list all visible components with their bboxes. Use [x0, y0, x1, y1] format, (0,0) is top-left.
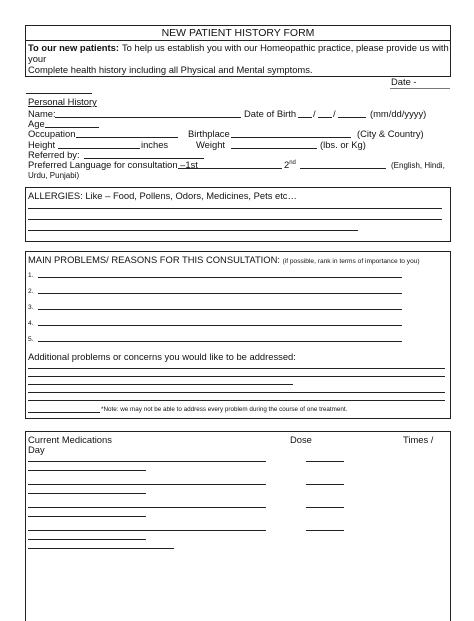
referred-label: Referred by: [28, 149, 80, 160]
problem-field[interactable] [38, 293, 402, 294]
additional-field[interactable] [28, 392, 445, 393]
intro-divider [25, 76, 451, 77]
problems-note: (if possible, rank in terms of importance to you) [282, 258, 420, 265]
problems-footnote: *Note: we may not be able to address every problem during the course of one treatment. [101, 406, 348, 413]
medication-field[interactable] [28, 461, 266, 462]
date-label: Date - [391, 76, 417, 87]
age-label: Age [28, 118, 45, 129]
additional-field[interactable] [28, 400, 445, 401]
intro-text: To help us establish you with our Homeopathic practice, please provide us with [122, 42, 449, 53]
problem-field[interactable] [38, 341, 402, 342]
languages-label: (English, Hindi, [391, 161, 445, 170]
date-field[interactable] [390, 88, 450, 89]
problem-field[interactable] [38, 325, 402, 326]
weight-unit-label: (lbs. or Kg) [320, 139, 366, 150]
problem-number: 1. [28, 272, 34, 279]
languages-label-2: Urdu, Punjabi) [28, 171, 80, 180]
name-label: Name: [28, 108, 56, 119]
allergies-field[interactable] [28, 219, 442, 220]
dob-format: (mm/dd/yyyy) [370, 108, 427, 119]
dob-separator: / [333, 108, 336, 119]
problem-number: 3. [28, 304, 34, 311]
weight-label: Weight [196, 139, 226, 150]
allergies-field[interactable] [28, 208, 442, 209]
allergies-field[interactable] [28, 230, 358, 231]
language-first-field[interactable] [178, 168, 282, 169]
dob-label: Date of Birth [244, 108, 297, 119]
problem-number: 4. [28, 320, 34, 327]
medications-box [25, 431, 451, 621]
medications-col-header-2: Day [28, 444, 45, 455]
problem-number: 5. [28, 336, 34, 343]
birthplace-field[interactable] [231, 137, 351, 138]
additional-field[interactable] [28, 368, 445, 369]
dose-field[interactable] [306, 461, 344, 462]
intro-label: To our new patients: [28, 42, 119, 53]
medication-field[interactable] [28, 484, 266, 485]
occupation-field[interactable] [76, 137, 178, 138]
dob-day-field[interactable] [318, 117, 332, 118]
dose-field[interactable] [306, 530, 344, 531]
title-box [25, 25, 451, 41]
problems-heading [28, 254, 420, 266]
birthplace-label: Birthplace [188, 128, 230, 139]
problems-heading-text: MAIN PROBLEMS/ REASONS FOR THIS CONSULTATION: [28, 254, 280, 265]
personal-heading-rule [26, 93, 92, 94]
city-country-label: (City & Country) [357, 128, 424, 139]
problem-field[interactable] [38, 277, 402, 278]
additional-heading: Additional problems or concerns you would like to be addressed: [28, 351, 296, 362]
intro-text-2: your [28, 53, 47, 64]
medication-field[interactable] [28, 493, 146, 494]
weight-field[interactable] [231, 148, 317, 149]
inches-label: inches [141, 139, 169, 150]
name-field[interactable] [55, 117, 241, 118]
medication-field[interactable] [28, 516, 146, 517]
medication-field[interactable] [28, 530, 266, 531]
language-second-label: 2nd [284, 159, 296, 170]
medications-col-header: Current Medications [28, 434, 112, 445]
intro-text-3: Complete health history including all Physical and Mental symptoms. [28, 64, 313, 75]
dose-col-header: Dose [290, 434, 312, 445]
dob-separator: / [313, 108, 316, 119]
problem-field[interactable] [38, 309, 402, 310]
additional-field[interactable] [28, 376, 445, 377]
medication-field[interactable] [28, 548, 174, 549]
personal-heading: Personal History [28, 96, 97, 107]
occupation-label: Occupation [28, 128, 76, 139]
dob-year-field[interactable] [338, 117, 366, 118]
medication-field[interactable] [28, 539, 146, 540]
language-second-field[interactable] [300, 168, 386, 169]
problem-number: 2. [28, 288, 34, 295]
dob-month-field[interactable] [298, 117, 312, 118]
dose-field[interactable] [306, 484, 344, 485]
height-label: Height [28, 139, 56, 150]
medication-field[interactable] [28, 470, 146, 471]
additional-field[interactable] [28, 384, 293, 385]
page-title: NEW PATIENT HISTORY FORM [161, 27, 315, 39]
medication-field[interactable] [28, 507, 266, 508]
additional-field[interactable] [28, 412, 100, 413]
times-col-header: Times / [403, 434, 434, 445]
language-label: Preferred Language for consultation –1st [28, 159, 198, 170]
allergies-heading: ALLERGIES: Like – Food, Pollens, Odors, Medicines, Pets etc… [28, 190, 297, 201]
dose-field[interactable] [306, 507, 344, 508]
